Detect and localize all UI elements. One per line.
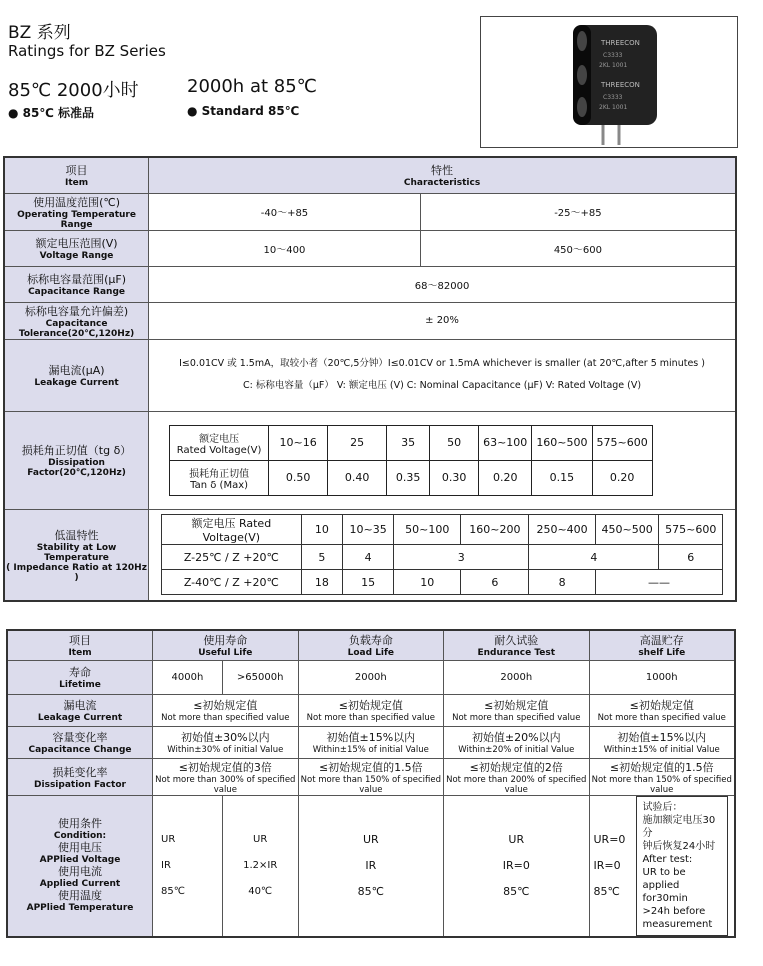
t1-head-item-en: Item [64,178,89,189]
lt-z25-4: 6 [659,545,723,570]
t1-df-cn: 损耗角正切值（tg δ） [21,444,132,457]
t1-lt-cell [149,509,736,601]
t1-head-item [4,157,149,193]
lt-volt-row [162,515,723,545]
note-line-2: 钟后恢复24小时 [642,840,716,852]
t1-cap-value: 68～82000 [149,266,736,302]
t1-leak-en: Leakage Current [34,378,119,388]
t1-cap-cn: 标称电容量范围(μF) [27,273,126,286]
t2-cond-row [7,795,735,937]
note-line-6: >24h before [642,905,706,917]
t2-df-0-en: Not more than 300% of specified value [155,774,296,795]
df-hdr [170,425,269,460]
df-val-5: 0.15 [532,460,592,495]
t1-volt-a: 10～400 [149,230,421,266]
t2-cap-row [7,726,735,758]
lt-volt-6: 575~600 [659,515,723,545]
note-line-1: 施加额定电压30分 [642,814,716,839]
cond-c5-t: 85℃ [593,884,620,898]
df-volt-1: 25 [328,425,387,460]
cond-c2-i: 1.2×IR [243,859,278,871]
t2-head-item-cn: 项目 [69,634,91,648]
t1-df-row [4,411,736,509]
t1-cap-en: Capacitance Range [28,287,126,297]
note-line-4: UR to be applied [642,866,686,891]
t1-temp-b: -25～+85 [420,193,736,230]
lt-z40-2: 10 [394,570,461,595]
df-val-2: 0.35 [387,460,430,495]
spec-en: 2000h at 85℃ [187,76,317,97]
t1-leak-cn: 漏电流(μA) [48,364,105,377]
cond-label-0: 使用条件 [58,816,102,830]
df-val-3: 0.30 [430,460,479,495]
t1-tol-row [4,302,736,339]
lt-volt-5: 450~500 [595,515,659,545]
t2-head-item-en: Item [68,648,92,659]
t2-life-3: 2000h [444,660,589,694]
t2-head-item [7,630,153,660]
characteristics-table [3,156,737,602]
lt-z40-3: 6 [461,570,529,595]
t1-leak-value [149,339,736,411]
lt-z25-1: 4 [343,545,394,570]
t1-tol-label [4,302,149,339]
t2-df-1-zh: ≤初始规定值的1.5倍 [318,760,423,774]
lt-z40-label: Z-40℃ / Z +20℃ [162,570,301,595]
t2-leak-label [7,694,153,726]
t2-df-1 [298,758,443,795]
cond-c2-v: UR [253,833,268,845]
lt-z25-2: 3 [394,545,529,570]
photo-mark-1: 2KL 1001 [599,62,628,69]
t2-life-cn: 寿命 [69,666,91,679]
t2-life-1: >65000h [222,660,298,694]
cond-c3-i: IR [365,858,377,872]
t2-df-row [7,758,735,795]
note-line-3: After test: [642,853,693,865]
t1-lt-en1: Stability at Low Temperature [36,542,117,563]
t2-cap-3 [589,726,735,758]
t1-leak-line2: C: 标称电容量（μF） V: 额定电压 (V) C: Nominal Capacitance (μF) V: Rated Voltage (V) [243,380,642,391]
df-volt-3: 50 [430,425,479,460]
t1-tol-cn: 标称电容量允许偏差) [24,304,129,318]
df-val-0: 0.50 [269,460,328,495]
capacitor-photo [480,16,738,148]
cond-c1-v: UR [161,833,176,845]
photo-code-2: C3333 [603,94,623,101]
t2-leak-3 [589,694,735,726]
spec-cn: 85℃ 2000小时 [8,80,139,101]
t2-df-2-en: Not more than 200% of specified value [446,774,587,795]
lt-z40-5: —— [595,570,722,595]
t2-header-row [7,630,735,660]
cond-label-1: Condition: [53,830,107,841]
df-volt-2: 35 [387,425,430,460]
df-val-4: 0.20 [479,460,532,495]
lt-volt-0: 10 [301,515,343,545]
t1-temp-row [4,193,736,230]
cond-label-4: 使用电流 [58,864,102,878]
t1-leak-row [4,339,736,411]
t2-cap-0-en: Within±30% of initial Value [167,745,284,755]
t2-leak-2-en: Not more than specified value [452,713,581,723]
df-hdr-en: Rated Voltage(V) [176,444,262,456]
t2-head-load-en: Load Life [347,648,395,659]
cond-c1-t: 85℃ [161,885,185,897]
t2-df-cn: 损耗变化率 [52,765,108,779]
t2-leak-cn: 漏电流 [63,699,97,712]
series-subtitle: Ratings for BZ Series [8,42,166,60]
df-volt-5: 160~500 [532,425,592,460]
t2-life-label [7,660,153,694]
photo-brand-1: THREECON [601,39,640,47]
photo-mark-2: 2KL 1001 [599,104,628,111]
t2-cap-2-en: Within±20% of initial Value [458,745,575,755]
t1-tol-en: Capacitance Tolerance(20℃,120Hz) [18,318,135,339]
df-val-hdr [170,460,269,495]
t2-cond-c2 [222,795,298,937]
t1-temp-en: Operating Temperature Range [17,209,136,230]
t2-cap-0-zh: 初始值±30%以内 [180,731,270,744]
t1-lt-row [4,509,736,601]
t2-head-shelf-cn: 高温贮存 [639,634,684,648]
t2-life-en: Lifetime [59,680,101,690]
cond-c1-i: IR [161,859,171,871]
cond-c5-v: UR=0 [593,832,626,846]
t1-volt-en: Voltage Range [39,251,114,261]
df-val-1: 0.40 [328,460,387,495]
t2-leak-0 [153,694,299,726]
df-val-en: Tan δ (Max) [190,479,249,491]
t2-leak-1-en: Not more than specified value [306,713,435,723]
t2-cond-label [7,795,153,937]
t1-leak-label [4,339,149,411]
t1-temp-label [4,193,149,230]
t2-leak-0-en: Not more than specified value [161,713,290,723]
t2-head-shelf-en: shelf Life [638,648,686,659]
standard-en: ● Standard 85℃ [187,104,300,118]
t2-head-endurance [444,630,589,660]
t2-leak-2 [444,694,589,726]
lt-z25-0: 5 [301,545,343,570]
cond-label-2: 使用电压 [58,840,102,854]
t1-tol-value: ± 20% [149,302,736,339]
t2-head-shelf [589,630,735,660]
lt-volt-4: 250~400 [529,515,595,545]
t1-volt-label [4,230,149,266]
t2-head-endurance-cn: 耐久试验 [494,634,539,648]
df-hdr-cn: 额定电压 [199,433,240,445]
t2-df-label [7,758,153,795]
t1-df-label [4,411,149,509]
df-volt-row [170,425,653,460]
t2-cap-1 [298,726,443,758]
t1-volt-b: 450～600 [420,230,736,266]
t1-volt-row [4,230,736,266]
t2-cap-3-en: Within±15% of initial Value [603,745,720,755]
after-test-note [636,796,728,936]
cond-c3-v: UR [362,832,379,846]
t2-df-2-zh: ≤初始规定值的2倍 [469,760,563,774]
df-volt-4: 63~100 [479,425,532,460]
cond-label-5: Applied Current [39,878,121,889]
note-line-0: 试验后： [642,801,683,813]
lt-z25-3: 4 [529,545,659,570]
lt-volt-2: 50~100 [394,515,461,545]
t2-df-0 [153,758,299,795]
t2-leak-row [7,694,735,726]
t2-life-4: 1000h [589,660,735,694]
lt-volt-1: 10~35 [343,515,394,545]
lt-hdr: 额定电压 Rated Voltage(V) [162,515,301,545]
cond-c4-t: 85℃ [503,884,530,898]
t2-head-load [298,630,443,660]
t2-cap-cn: 容量变化率 [52,731,108,744]
t1-volt-cn: 额定电压范围(V) [35,237,118,250]
photo-code-1: C3333 [603,52,623,59]
lt-z25-row [162,545,723,570]
t2-head-useful [153,630,299,660]
df-volt-0: 10~16 [269,425,328,460]
t2-leak-3-en: Not more than specified value [597,713,726,723]
t2-cap-1-zh: 初始值±15%以内 [326,731,416,744]
t2-cond-c5 [589,795,735,937]
t1-header-row [4,157,736,193]
lt-z40-1: 15 [343,570,394,595]
t2-leak-0-zh: ≤初始规定值 [193,699,258,712]
t2-cap-3-zh: 初始值±15%以内 [617,731,707,744]
t2-cap-en: Capacitance Change [28,745,132,755]
t2-life-row [7,660,735,694]
t1-head-char-cn: 特性 [431,164,454,178]
lt-z25-label: Z-25℃ / Z +20℃ [162,545,301,570]
t1-cap-label [4,266,149,302]
t2-leak-en: Leakage Current [37,713,123,723]
t2-df-1-en: Not more than 150% of specified value [300,774,441,795]
t2-leak-2-zh: ≤初始规定值 [484,699,549,712]
t2-cap-2-zh: 初始值±20%以内 [471,731,561,744]
cond-c2-t: 40℃ [248,885,273,897]
photo-brand-2: THREECON [601,81,640,89]
t1-leak-line1: I≤0.01CV 或 1.5mA，取较小者（20℃,5分钟）I≤0.01CV or 1.5mA whichever is smaller (at 20℃,after 5 minutes ) [179,358,705,369]
t1-cap-row [4,266,736,302]
lt-z40-row [162,570,723,595]
t2-cap-2 [444,726,589,758]
cond-label-6: 使用温度 [58,888,102,902]
life-test-table [6,629,736,938]
cond-c4-v: UR [508,832,525,846]
t2-life-2: 2000h [298,660,443,694]
t2-df-0-zh: ≤初始规定值的3倍 [178,760,272,774]
t2-df-en: Dissipation Factor [34,779,126,790]
t2-cond-c1 [153,795,223,937]
t1-df-cell [149,411,736,509]
df-val-6: 0.20 [592,460,652,495]
t2-leak-1-zh: ≤初始规定值 [338,699,403,712]
cond-c4-i: IR=0 [502,858,530,872]
df-volt-6: 575~600 [592,425,652,460]
t1-df-en: Dissipation Factor(20℃,120Hz) [27,458,126,478]
cond-c5-i: IR=0 [593,858,621,872]
df-inner-table [169,425,653,496]
cond-label-3: APPlied Voltage [39,854,121,865]
t2-head-load-cn: 负载寿命 [348,634,393,648]
t2-leak-3-zh: ≤初始规定值 [629,699,694,712]
t2-df-3-en: Not more than 150% of specified value [591,774,732,795]
series-title: BZ 系列 [8,23,71,43]
lt-z40-4: 8 [529,570,595,595]
t2-cap-0 [153,726,299,758]
t1-temp-a: -40～+85 [149,193,421,230]
lt-inner-table [161,514,723,595]
t2-cap-1-en: Within±15% of initial Value [312,745,429,755]
t1-head-char-en: Characteristics [403,178,481,189]
df-value-row [170,460,653,495]
df-val-cn: 损耗角正切值 [189,468,250,480]
lt-volt-3: 160~200 [461,515,529,545]
t2-cap-label [7,726,153,758]
note-line-7: measurement [642,918,713,930]
t1-head-char [149,157,736,193]
t2-df-3 [589,758,735,795]
t1-lt-cn: 低温特性 [54,528,99,542]
t2-life-0: 4000h [153,660,223,694]
t1-head-item-cn: 项目 [65,164,88,178]
t1-temp-cn: 使用温度范围(℃) [33,195,121,209]
t2-cond-c4 [444,795,589,937]
lt-z40-0: 18 [301,570,343,595]
t2-df-2 [444,758,589,795]
standard-cn: ● 85℃ 标准品 [8,106,95,120]
cond-label-7: APPlied Temperature [26,902,134,913]
t2-head-useful-en: Useful Life [198,648,253,659]
note-line-5: for30min [642,892,688,904]
t2-head-endurance-en: Endurance Test [477,648,556,659]
t1-lt-en2: ( Impedance Ratio at 120Hz ) [6,562,147,583]
t2-df-3-zh: ≤初始规定值的1.5倍 [609,760,714,774]
t2-head-useful-cn: 使用寿命 [203,634,248,648]
cond-c3-t: 85℃ [357,884,384,898]
t2-leak-1 [298,694,443,726]
t1-lt-label [4,509,149,601]
capacitor-illustration [481,17,737,147]
t2-cond-c3 [298,795,443,937]
